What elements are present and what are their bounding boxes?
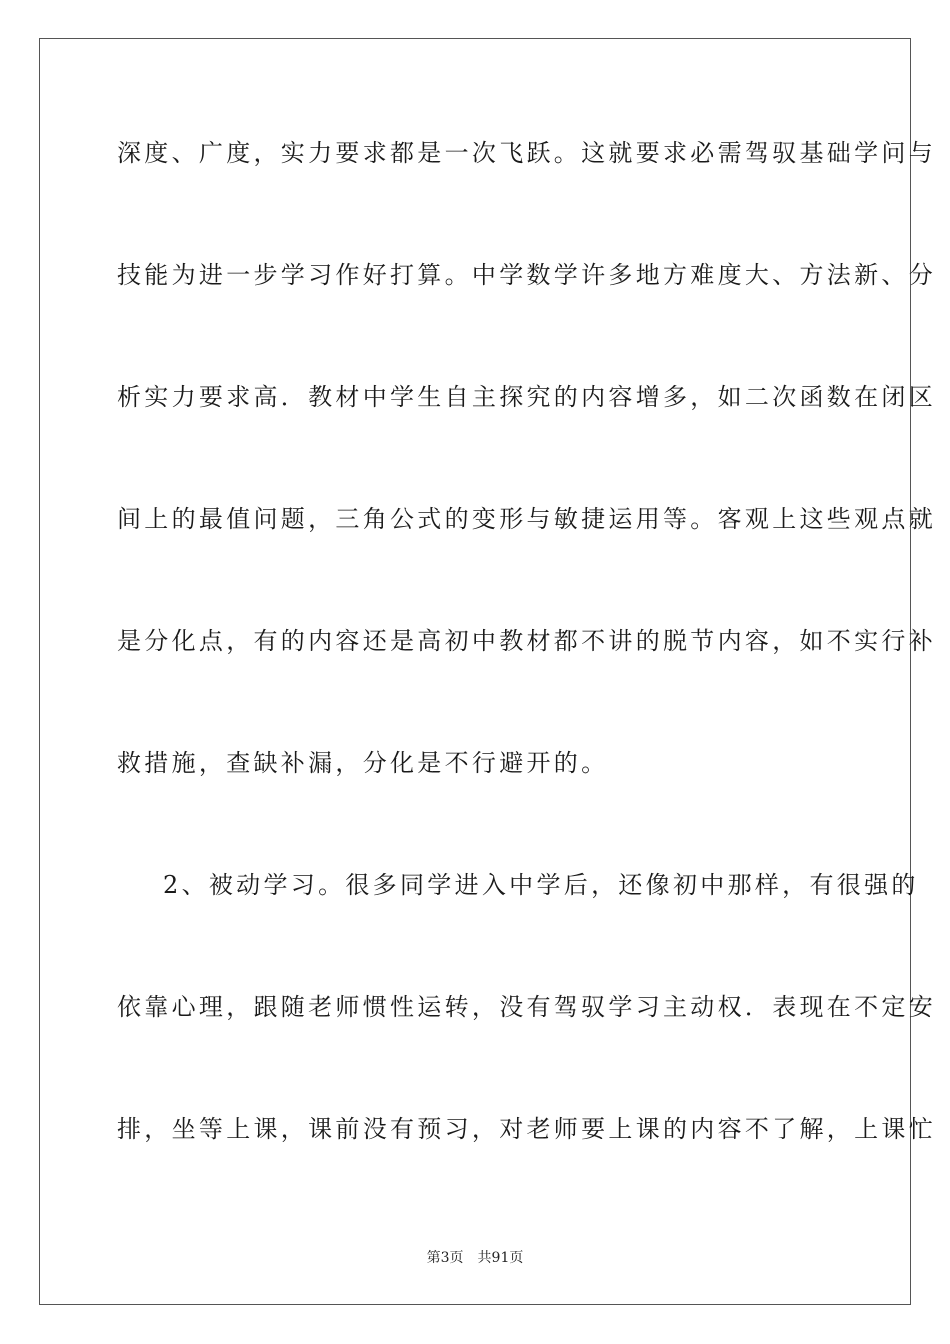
- text-line-2: 技能为进一步学习作好打算。中学数学许多地方难度大、方法新、分: [117, 261, 936, 289]
- text-line-6: 救措施，查缺补漏，分化是不行避开的。: [117, 749, 609, 777]
- text-line-3: 析实力要求高．教材中学生自主探究的内容增多，如二次函数在闭区: [117, 383, 936, 411]
- text-line-4: 间上的最值问题，三角公式的变形与敏捷运用等。客观上这些观点就: [117, 505, 936, 533]
- text-line-5: 是分化点，有的内容还是高初中教材都不讲的脱节内容，如不实行补: [117, 627, 936, 655]
- page-number: 第3页: [426, 1250, 464, 1266]
- text-line-8: 依靠心理，跟随老师惯性运转，没有驾驭学习主动权．表现在不定安: [117, 993, 936, 1021]
- text-line-1: 深度、广度，实力要求都是一次飞跃。这就要求必需驾驭基础学问与: [117, 139, 936, 167]
- text-line-7: 2、被动学习。很多同学进入中学后，还像初中那样，有很强的: [163, 871, 919, 899]
- text-line-9: 排，坐等上课，课前没有预习，对老师要上课的内容不了解，上课忙: [117, 1115, 936, 1143]
- page-footer: [0, 1249, 950, 1267]
- page-total: 共91页: [477, 1250, 524, 1266]
